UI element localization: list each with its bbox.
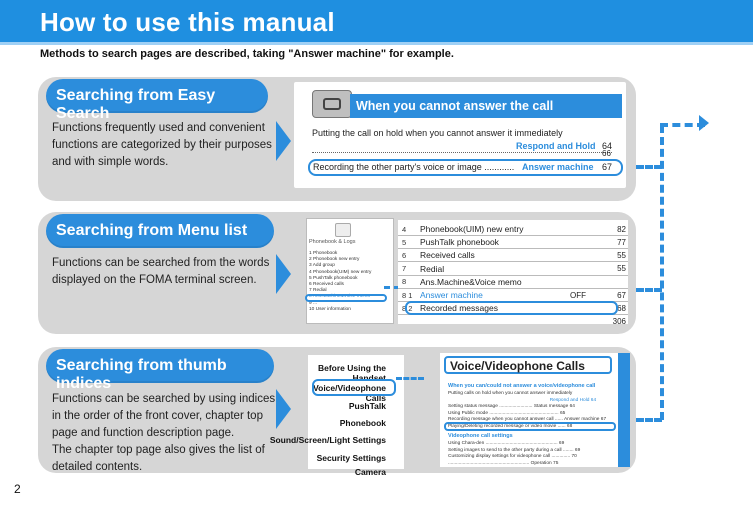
table-row: 4 Phonebook(UIM) new entry 82 [398,223,628,236]
phone-screen-thumb: Phonebook & Logs 1 Phonebook 2 Phonebook new entry 3 Add group 4 Phonebook(UIM) new entry 5 PushTalk phonebook 6 Received calls 7 Redial 8 Ans.Machine&Voice memo 9 ... 10 User information [306,218,394,324]
arrow-right-icon [699,115,709,131]
section-thumb-indices-desc: Functions can be searched by using indices in the order of the front cover, chapter top page and function description page. The chapter top page also gives the list of detailed contents. [52,393,276,473]
table-row: 306 [612,317,626,327]
easy-search-line2-label: Respond and Hold [516,141,596,151]
easy-search-card: When you cannot answer the call Putting the call on hold when you cannot answer it immediately Respond and Hold 64 66 Recording the other party's voice or image ............ Answer machine 67 [294,82,626,188]
connector-vertical [660,125,664,420]
thumb-tab: Camera [354,467,386,477]
section-thumb-indices-title: Searching from thumb indices [46,349,274,383]
thumb-tab: Voice/Videophone Calls [313,383,386,403]
thumb-tab: PushTalk [348,401,386,411]
table-row: 8 2 Recorded messages 68 [398,302,628,315]
menu-table [398,220,628,327]
easy-search-card-heading: When you cannot answer the call [350,94,622,118]
section-easy-search-title: Searching from Easy Search [46,79,268,113]
table-highlight [405,301,618,315]
table-row: 8 1 Answer machine OFF 67 [398,289,628,302]
page-title: How to use this manual [40,7,335,37]
section-easy-search-desc: Functions frequently used and convenient functions are categorized by their purposes and with simple words. [52,122,272,168]
table-row: 8 Ans.Machine&Voice memo [398,276,628,289]
easy-search-line3: Recording the other party's voice or image ............ [313,162,515,172]
thumb-tab: Before Using the Handset [317,363,386,383]
tab-highlight [312,379,396,396]
thumb-tab: Phonebook [339,418,386,428]
easy-search-line3-label: Answer machine [522,162,594,172]
thumb-tab: Security Settings [316,453,386,463]
chapter-lines: Putting calls on hold when you cannot answer immediately Respond and Hold 64 Setting status message ......................... Status message 64 Using Public mode .................................................... 65 Recording message when you cannot answer call ...... Answer machine 67 Playing/Deleting recorded message or video movie ...... 68 [448,391,607,429]
table-row: 6 Received calls 55 [398,249,628,262]
chapter-highlight [444,422,616,431]
page-subtitle: Methods to search pages are described, taking "Answer machine" for example. [40,48,454,60]
phonebook-icon [335,223,351,237]
header-bar [0,0,753,45]
phone-menu-list: 1 Phonebook 2 Phonebook new entry 3 Add group 4 Phonebook(UIM) new entry 5 PushTalk phonebook 6 Received calls 7 Redial 8 Ans.Machine&Voice memo 9 ... 10 User information [309,251,372,312]
arrow-right-icon [276,389,291,429]
arrow-right-icon [276,121,291,161]
chapter-card: Voice/Videophone Calls When you can/could not answer a voice/videophone call Putting calls on hold when you cannot answer immediately Respond and Hold 64 Setting status message ......................... Status message 64 Using Public mode .................................................... 65 Recording message when you cannot answer call ...... Answer machine 67 Playing/Deleting recorded message or video movie ...... 68 Videophone call settings Using Chara-den ...................................................... 69 Setting images to send to the other party during a call ........ 69 Customizing display settings for videophone call .............. 70 ............................................................. Operation 75 [440,353,630,467]
easy-search-line1: Putting the call on hold when you cannot answer it immediately [312,128,563,138]
section-easy-search [38,77,636,201]
arrow-right-icon [276,254,291,294]
thumb-tab: Sound/Screen/Light Settings [269,435,386,445]
table-row: 5 PushTalk phonebook 77 [398,236,628,249]
menu-highlight [305,294,387,302]
page-number: 2 [14,482,21,496]
section-menu-list-title: Searching from Menu list [46,214,274,248]
section-menu-list [38,212,636,334]
section-thumb-indices [38,347,636,477]
answer-phone-icon [312,90,352,118]
table-row: 7 Redial 55 [398,263,628,276]
section-menu-list-desc: Functions can be searched from the words displayed on the FOMA terminal screen. [52,257,270,286]
chapter-title: Voice/Videophone Calls [444,356,612,374]
thumb-tabs-card [269,355,404,477]
